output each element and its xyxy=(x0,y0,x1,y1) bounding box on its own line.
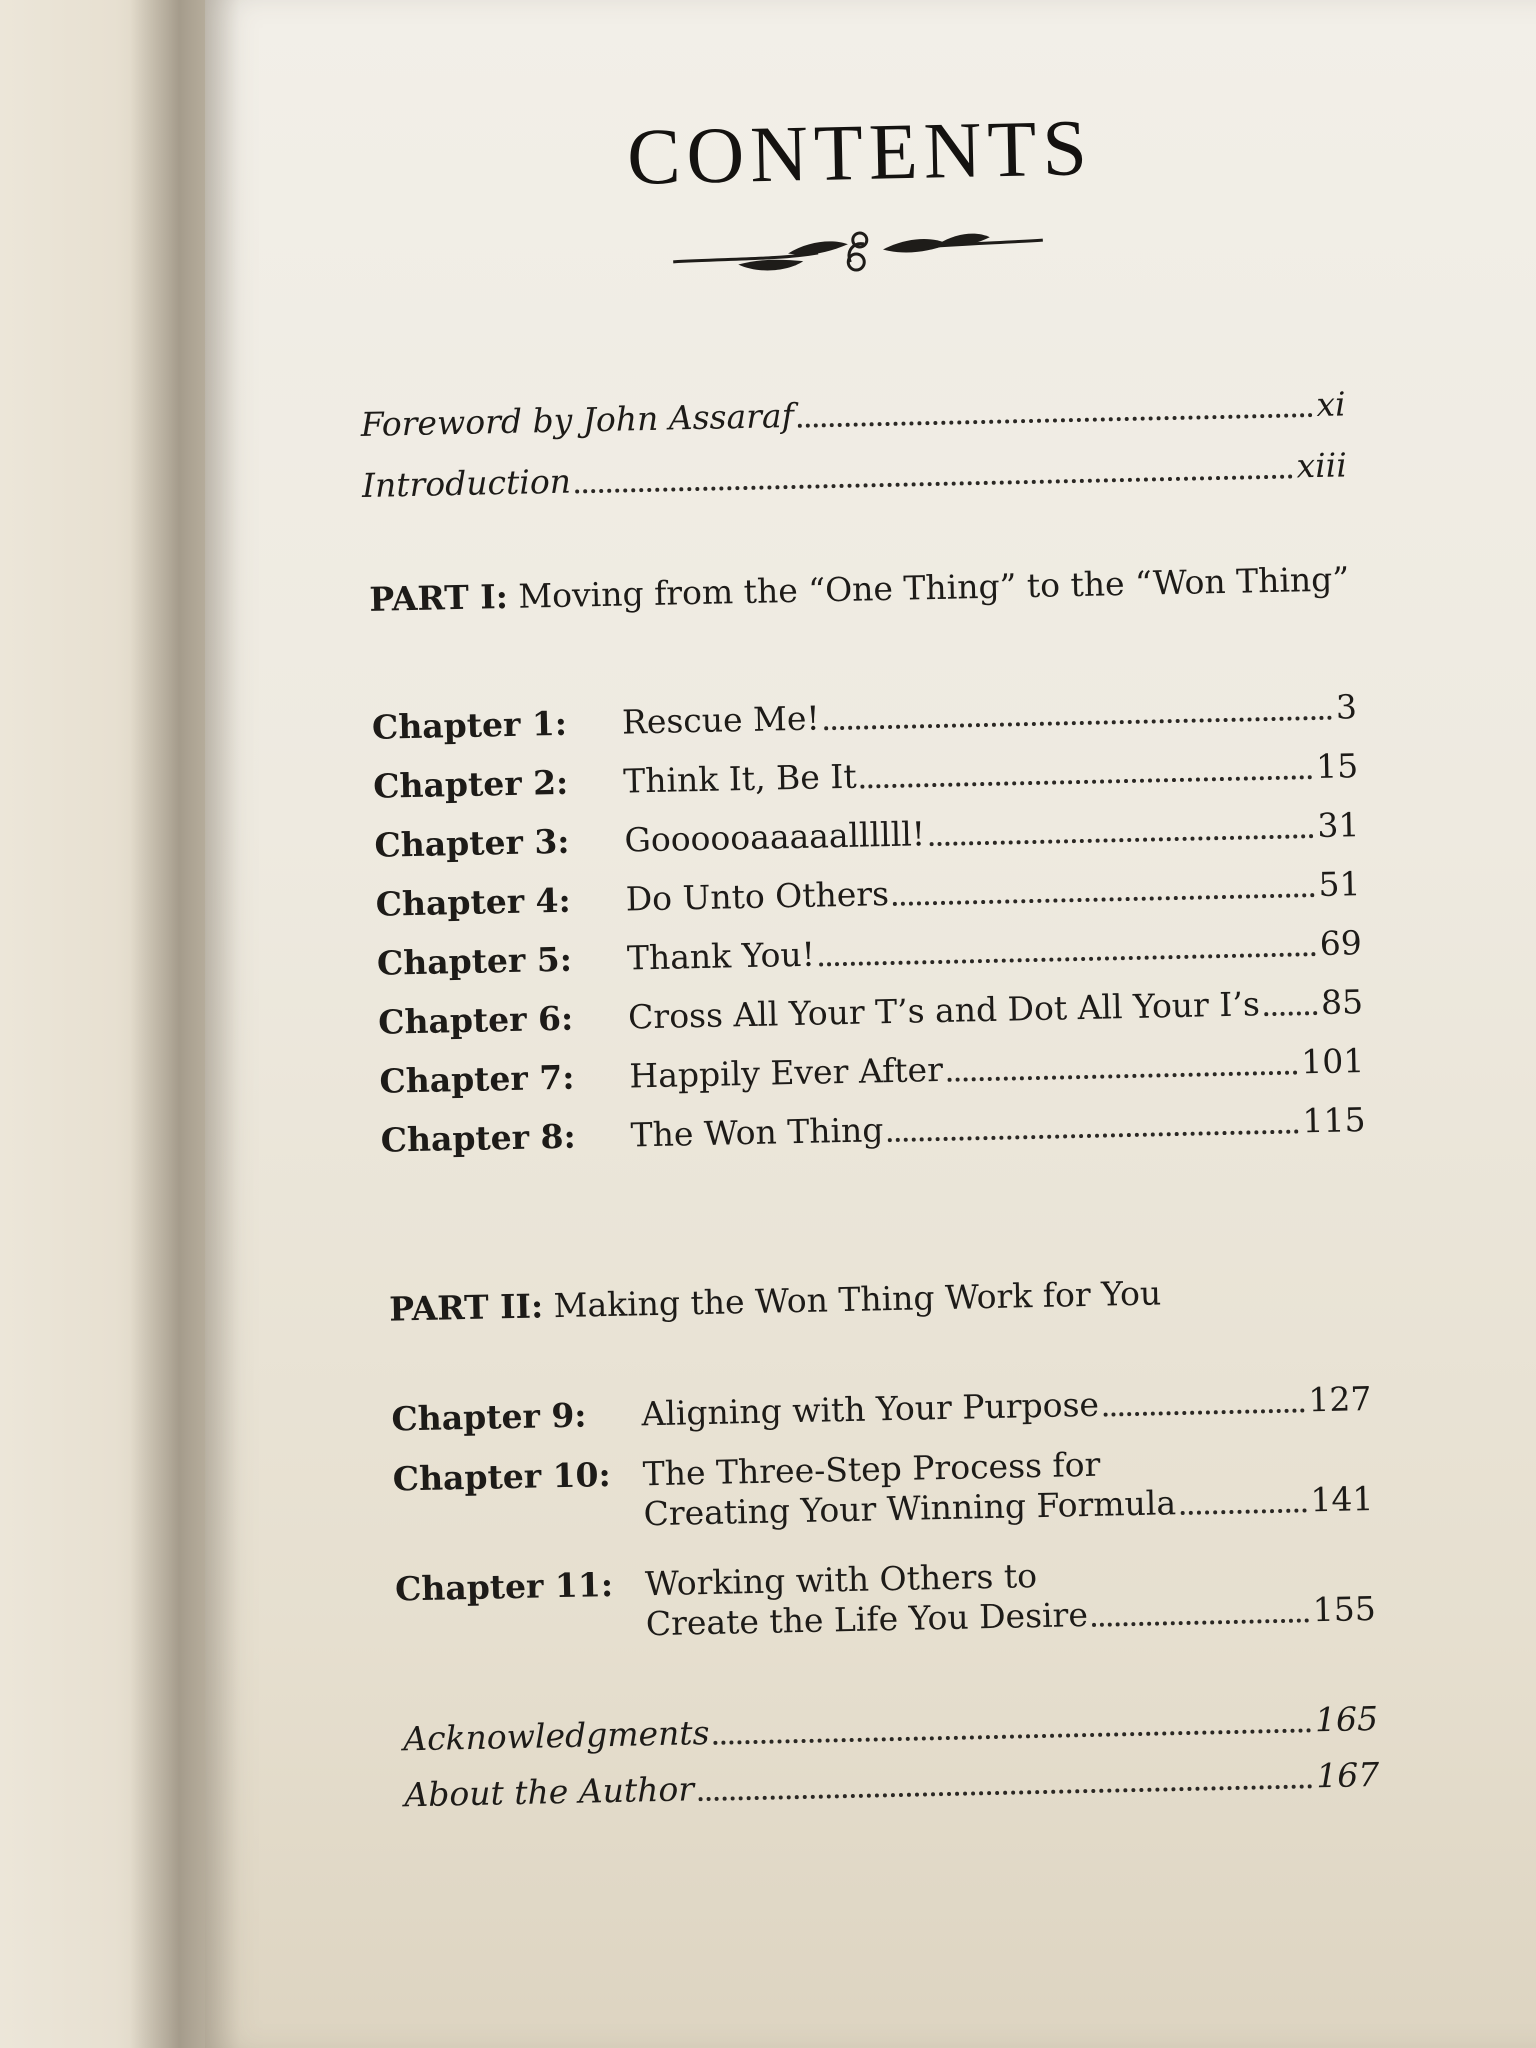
entry-label: About the Author xyxy=(404,1769,695,1815)
chapter-number: Chapter 1: xyxy=(371,703,568,747)
chapter-page: 155 xyxy=(1312,1588,1377,1630)
chapter-title-line: Working with Others to xyxy=(644,1556,1038,1604)
entry-page: 167 xyxy=(1315,1754,1380,1796)
chapter-page: 3 xyxy=(1335,687,1358,727)
chapter-title: Thank You! xyxy=(626,934,816,978)
chapter-title-line: The Three-Step Process for xyxy=(642,1444,1101,1494)
chapter-title-line: Creating Your Winning Formula xyxy=(643,1483,1177,1534)
chapter-page: 127 xyxy=(1307,1379,1372,1420)
chapter-title: Happily Ever After xyxy=(629,1049,944,1096)
chapter-title: Think It, Be It xyxy=(622,756,858,801)
chapter-number: Chapter 2: xyxy=(372,762,569,806)
chapter-number: Chapter 10: xyxy=(392,1454,612,1499)
dot-leader xyxy=(929,834,1313,846)
dot-leader xyxy=(824,716,1332,731)
part-prefix: PART I: xyxy=(368,576,509,619)
entry-page: xiii xyxy=(1296,445,1348,486)
part-title: Making the Won Thing Work for You xyxy=(553,1273,1162,1326)
dot-leader xyxy=(947,1071,1298,1082)
chapter-page: 115 xyxy=(1302,1100,1366,1141)
chapter-title: Cross All Your T’s and Dot All Your I’s xyxy=(627,984,1261,1037)
chapter-page: 69 xyxy=(1319,923,1363,964)
entry-page: xi xyxy=(1315,384,1346,424)
chapter-number: Chapter 6: xyxy=(377,998,574,1042)
chapter-page: 15 xyxy=(1315,746,1359,787)
entry-label: Acknowledgments xyxy=(402,1712,710,1759)
chapter-number: Chapter 8: xyxy=(380,1116,577,1160)
chapter-page: 141 xyxy=(1310,1479,1374,1520)
chapter-number: Chapter 9: xyxy=(391,1395,587,1439)
chapter-page: 101 xyxy=(1300,1041,1365,1082)
part-title: Moving from the “One Thing” to the “Won Thing” xyxy=(517,559,1350,616)
flourish-ornament-icon xyxy=(667,216,1048,284)
chapter-title: Aligning with Your Purpose xyxy=(641,1384,1100,1434)
dot-leader xyxy=(888,1130,1299,1143)
chapter-title-line: Create the Life You Desire xyxy=(645,1595,1089,1644)
chapter-number: Chapter 5: xyxy=(376,939,573,983)
chapter-title: The Won Thing xyxy=(630,1110,884,1155)
book-gutter xyxy=(130,0,240,2048)
chapter-page: 31 xyxy=(1316,805,1360,846)
chapter-number: Chapter 11: xyxy=(394,1564,614,1609)
entry-label: Foreword by John Assaraf xyxy=(360,395,795,444)
chapter-title: Goooooaaaaallllll! xyxy=(624,814,926,860)
dot-leader xyxy=(1103,1408,1304,1416)
chapter-page: 51 xyxy=(1318,864,1361,905)
chapter-title: Do Unto Others xyxy=(625,874,890,919)
dot-leader xyxy=(1092,1618,1309,1627)
part-prefix: PART II: xyxy=(388,1286,544,1329)
dot-leader xyxy=(798,413,1313,428)
chapter-number: Chapter 3: xyxy=(374,821,570,865)
dot-leader xyxy=(861,775,1313,788)
entry-page: 165 xyxy=(1314,1698,1379,1740)
dot-leader xyxy=(819,952,1316,966)
dot-leader xyxy=(1264,1011,1317,1016)
chapter-number: Chapter 4: xyxy=(375,880,572,924)
chapter-title: Rescue Me! xyxy=(621,698,821,742)
dot-leader xyxy=(893,893,1315,906)
dot-leader xyxy=(1180,1508,1307,1515)
page-title: CONTENTS xyxy=(626,104,1094,202)
chapter-page: 85 xyxy=(1320,982,1364,1023)
entry-label: Introduction xyxy=(361,461,572,505)
chapter-number: Chapter 7: xyxy=(379,1057,575,1101)
